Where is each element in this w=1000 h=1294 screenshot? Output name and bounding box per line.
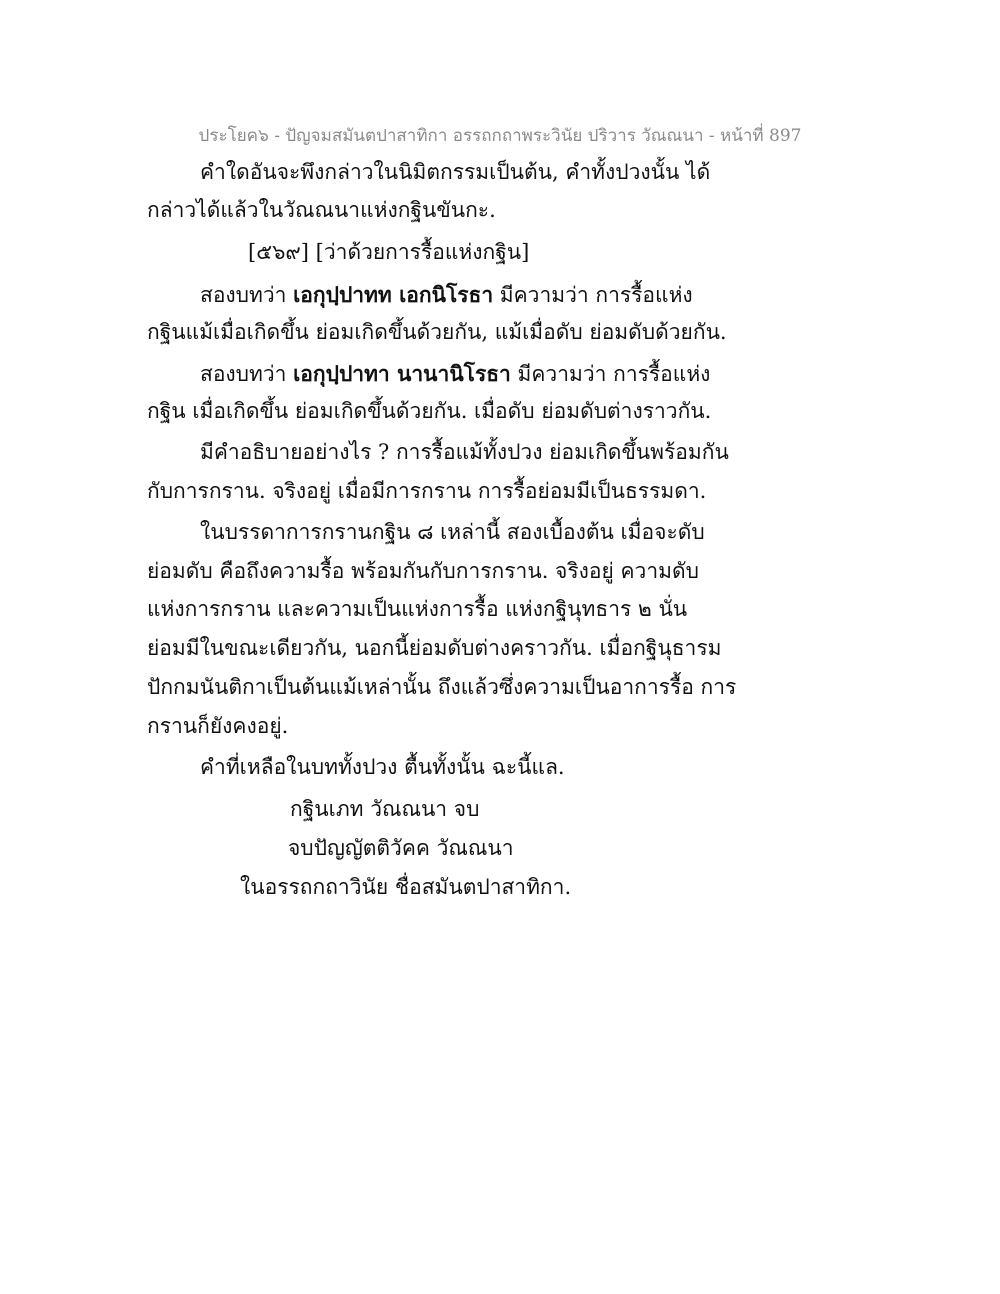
text-line-10: ในบรรดาการกรานกฐิน ๘ เหล่านี้ สองเบื้องต้น เมื่อจะดับ bbox=[200, 520, 705, 544]
text-line-16: คำที่เหลือในบททั้งปวง ตื้นทั้งนั้น ฉะนี้แล. bbox=[200, 755, 565, 779]
text-line-8: มีคำอธิบายอย่างไร ? การรื้อแม้ทั้งปวง ย่อมเกิดขึ้นพร้อมกัน bbox=[200, 440, 729, 464]
text-line-4-post: มีความว่า การรื้อแห่ง bbox=[493, 283, 693, 307]
text-line-14: ปักกมนันติกาเป็นต้นแม้เหล่านั้น ถึงแล้วซึ่งความเป็นอาการรื้อ การ bbox=[147, 675, 737, 699]
text-line-5: กฐินแม้เมื่อเกิดขึ้น ย่อมเกิดขึ้นด้วยกัน, แม้เมื่อดับ ย่อมดับด้วยกัน. bbox=[147, 320, 727, 344]
text-line-13: ย่อมมีในขณะเดียวกัน, นอกนี้ย่อมดับต่างคราวกัน. เมื่อกฐินุธารม bbox=[147, 636, 722, 660]
text-line-12: แห่งการกราน และความเป็นแห่งการรื้อ แห่งกฐินุทธาร ๒ นั่น bbox=[147, 597, 688, 621]
text-line-7: กฐิน เมื่อเกิดขึ้น ย่อมเกิดขึ้นด้วยกัน. เมื่อดับ ย่อมดับต่างราวกัน. bbox=[147, 399, 712, 423]
closing-line-1: กฐินเภท วัณณนา จบ bbox=[290, 797, 480, 821]
text-line-4-pre: สองบทว่า bbox=[200, 283, 294, 307]
pali-term-1: เอกุปฺปาทท เอกนิโรธา bbox=[293, 282, 494, 307]
text-line-11: ย่อมดับ คือถึงความรื้อ พร้อมกันกับการกราน. จริงอยู่ ความดับ bbox=[147, 559, 699, 583]
section-heading: [๕๖๙] [ว่าด้วยการรื้อแห่งกฐิน] bbox=[248, 240, 530, 264]
text-line-6-post: มีความว่า การรื้อแห่ง bbox=[510, 362, 711, 386]
closing-line-2: จบปัญญัตติวัคค วัณณนา bbox=[288, 836, 514, 860]
text-line-1: คำใดอันจะพึงกล่าวในนิมิตกรรมเป็นต้น, คำทั้งปวงนั้น ได้ bbox=[200, 160, 711, 184]
text-line-9: กับการกราน. จริงอยู่ เมื่อมีการกราน การรื้อย่อมมีเป็นธรรมดา. bbox=[147, 479, 707, 503]
page-header: ประโยค๖ - ปัญจมสมันตปาสาทิกา อรรถกถาพระวินัย ปริวาร วัณณนา - หน้าที่ 897 bbox=[198, 126, 802, 146]
pali-term-2: เอกุปฺปาทา นานานิโรธา bbox=[293, 361, 511, 386]
text-line-6 bbox=[200, 361, 710, 387]
text-line-6-pre: สองบทว่า bbox=[200, 362, 294, 386]
closing-line-3: ในอรรถกถาวินัย ชื่อสมันตปาสาทิกา. bbox=[240, 875, 572, 899]
text-line-2: กล่าวได้แล้วในวัณณนาแห่งกฐินขันกะ. bbox=[147, 198, 496, 222]
text-line-15: กรานก็ยังคงอยู่. bbox=[147, 714, 289, 738]
text-line-4 bbox=[200, 282, 693, 308]
